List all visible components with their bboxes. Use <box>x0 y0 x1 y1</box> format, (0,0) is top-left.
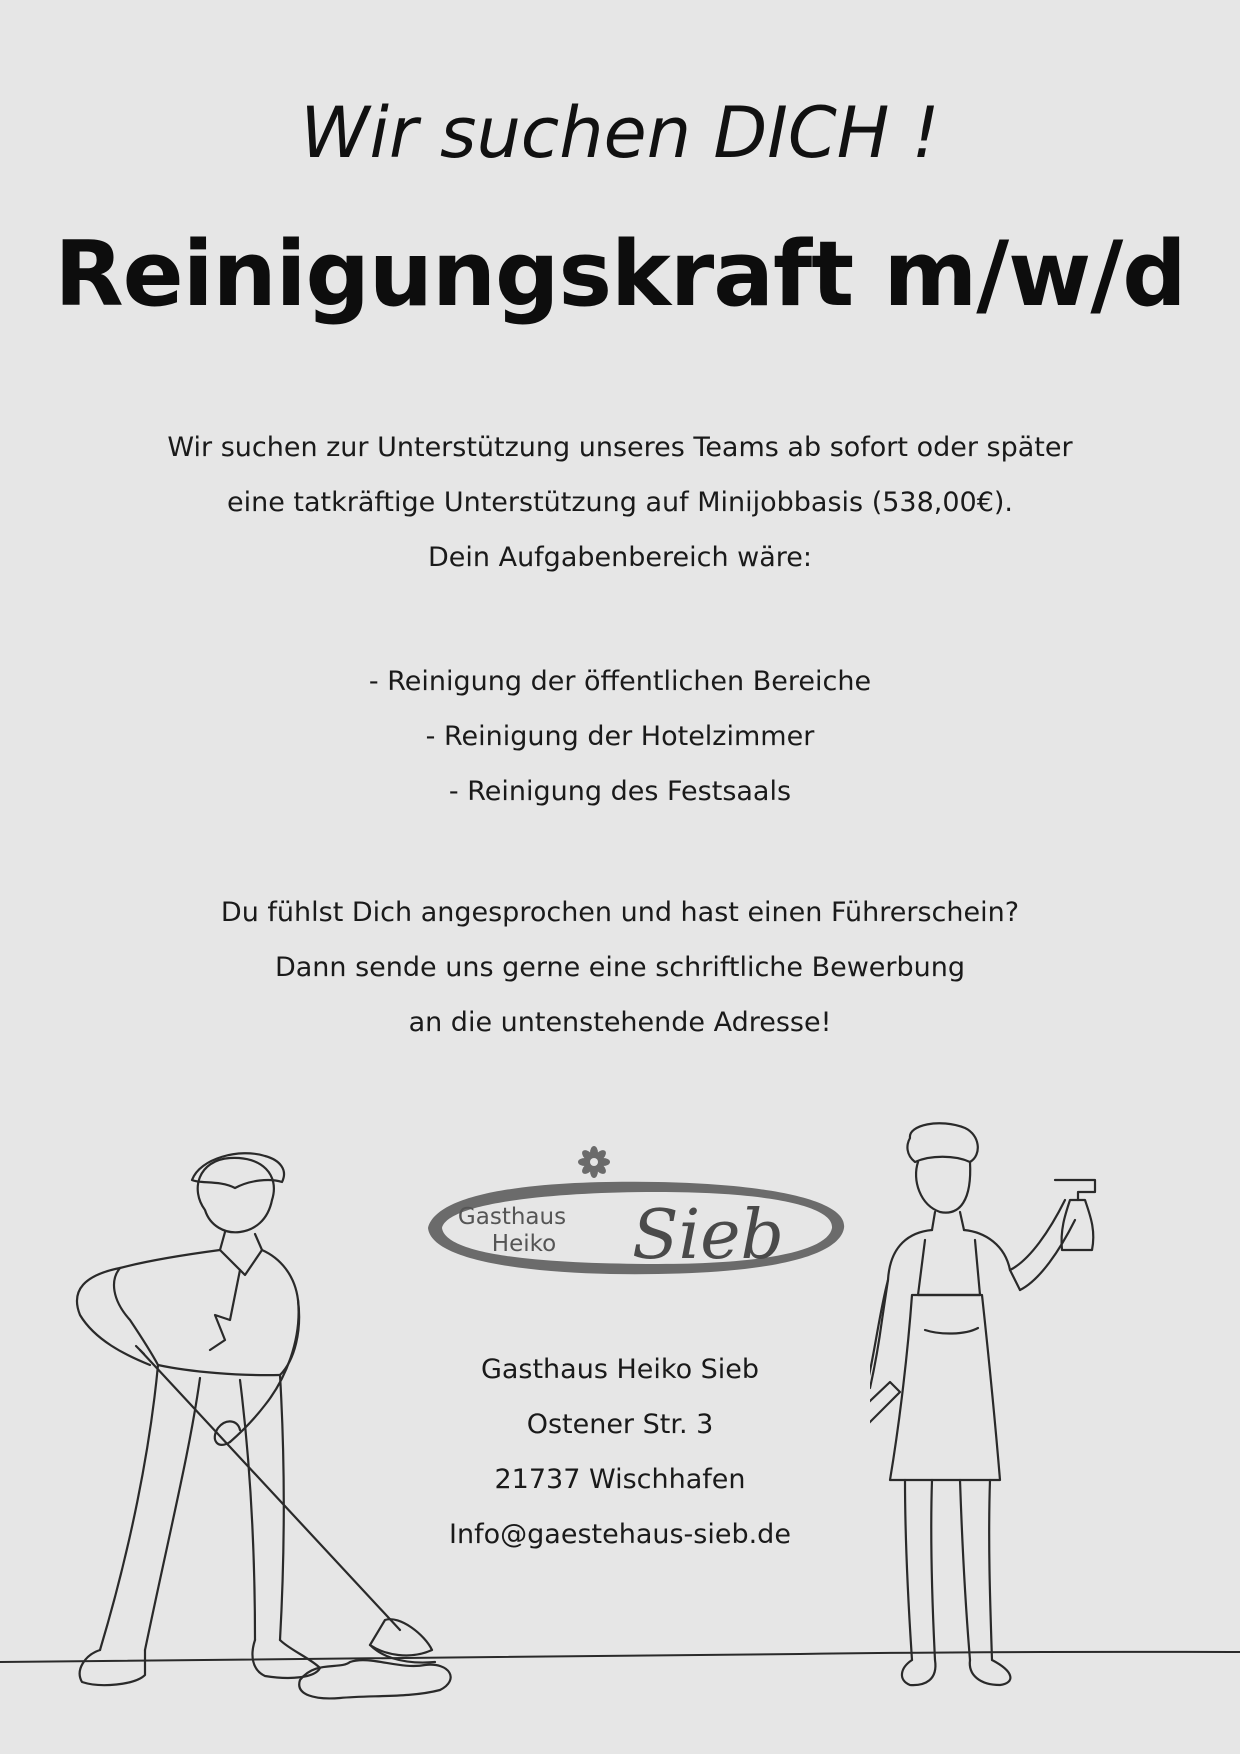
outro-line: Dann sende uns gerne eine schriftliche Bewerbung <box>274 952 966 983</box>
address-email[interactable]: Info@gaestehaus-sieb.de <box>449 1519 791 1550</box>
intro-line: eine tatkräftige Unterstützung auf Minijobbasis (538,00€). <box>226 487 1014 518</box>
logo-text-heiko: Heiko <box>491 1231 557 1257</box>
task-item: - Reinigung der öffentlichen Bereiche <box>368 666 872 697</box>
woman-cleaning-illustration <box>870 1120 1190 1700</box>
headline: Wir suchen DICH ! <box>300 92 940 174</box>
address-name: Gasthaus Heiko Sieb <box>480 1354 760 1385</box>
task-list <box>0 654 1240 819</box>
intro-line: Dein Aufgabenbereich wäre: <box>428 542 812 573</box>
logo-text-gasthaus: Gasthaus <box>457 1204 567 1230</box>
address-street: Ostener Str. 3 <box>526 1409 714 1440</box>
company-logo <box>408 1140 854 1290</box>
man-mopping-illustration <box>40 1150 460 1710</box>
task-item: - Reinigung der Hotelzimmer <box>425 721 815 752</box>
address-city: 21737 Wischhafen <box>494 1464 746 1495</box>
intro-line: Wir suchen zur Unterstützung unseres Teams ab sofort oder später <box>167 432 1073 463</box>
intro-paragraph <box>0 420 1240 585</box>
job-title: Reinigungskraft m/w/d <box>54 222 1186 327</box>
task-item: - Reinigung des Festsaals <box>448 776 792 807</box>
logo-text-sieb: Sieb <box>631 1196 785 1275</box>
outro-line: Du fühlst Dich angesprochen und hast einen Führerschein? <box>220 897 1020 928</box>
call-to-action <box>0 885 1240 1050</box>
outro-line: an die untenstehende Adresse! <box>408 1007 832 1038</box>
flower-icon <box>578 1146 610 1178</box>
